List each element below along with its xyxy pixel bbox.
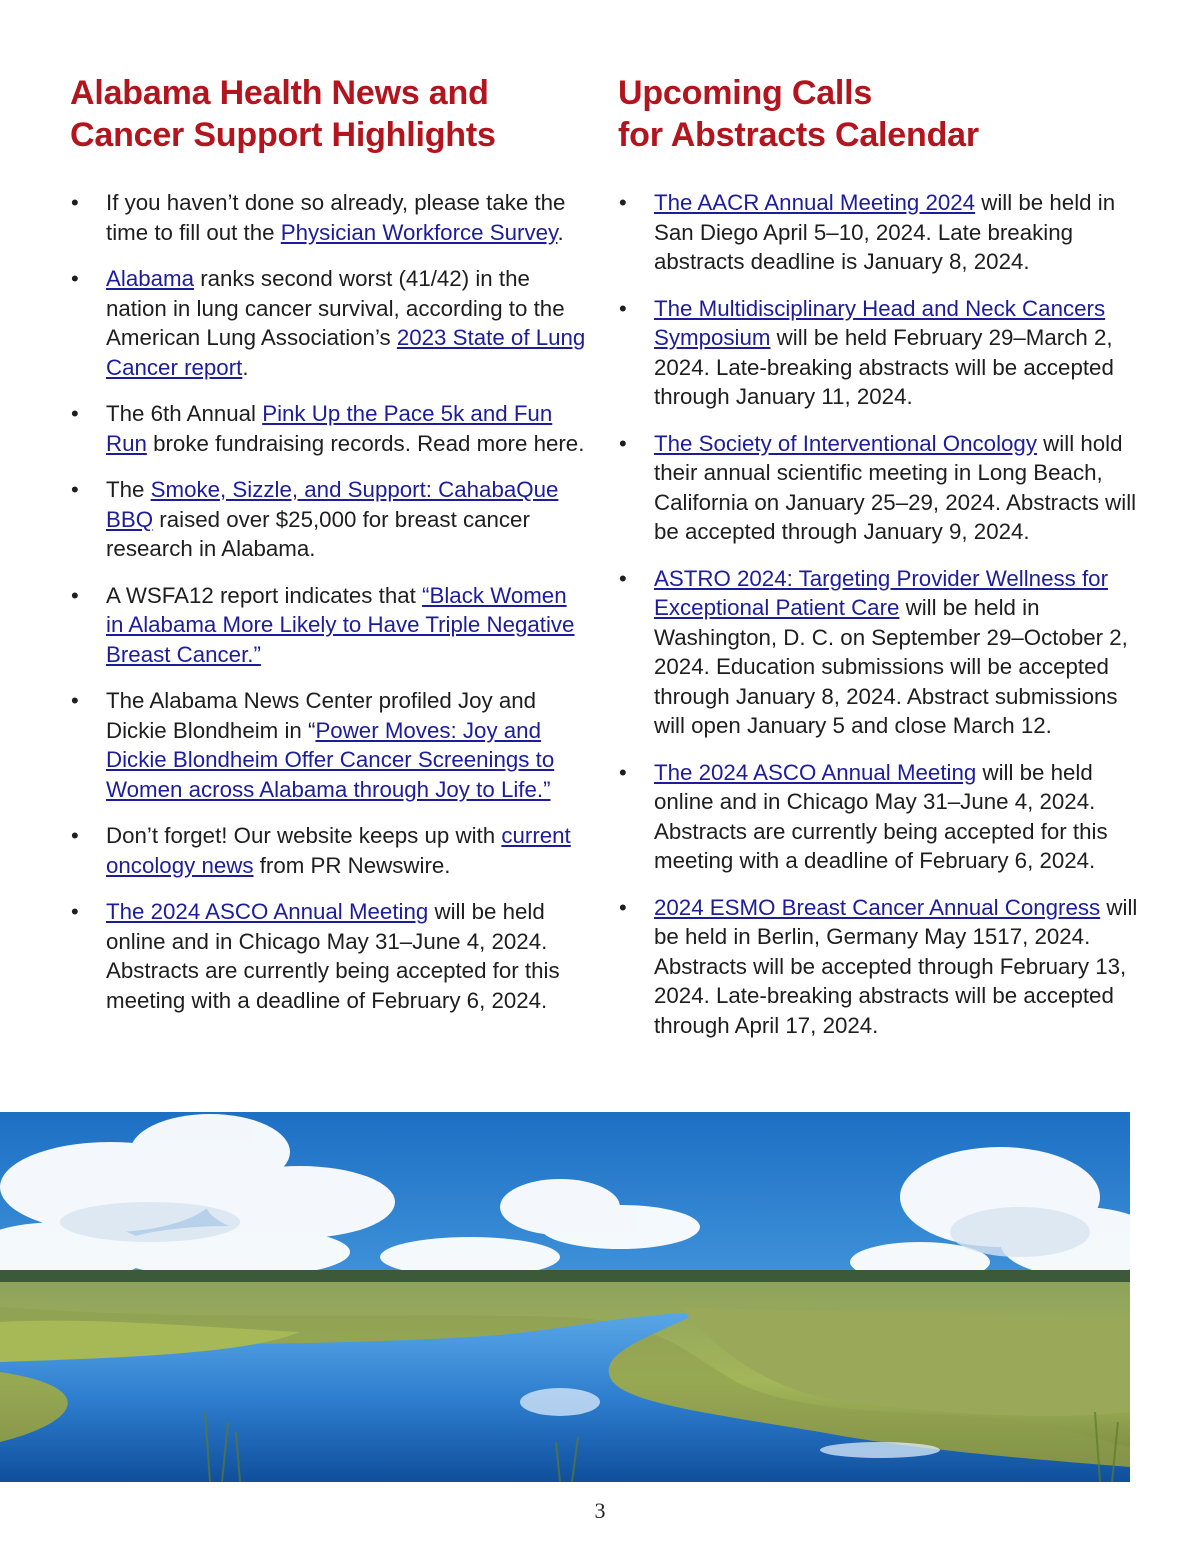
item-link[interactable]: 2023 State of Lung Cancer report — [106, 325, 586, 380]
item-text: will be held online and in Chicago May 31–June 4, 2024. Abstracts are currently being accepted for this meeting with a deadline of February 6, 2024. — [106, 899, 560, 1013]
list-item — [70, 897, 590, 1015]
item-text: will be held online and in Chicago May 31–June 4, 2024. Abstracts are currently being accepted for this meeting with a deadline of February 6, 2024. — [654, 759, 1108, 873]
list-item — [70, 399, 590, 458]
list-item — [70, 581, 590, 670]
left-heading-line1: Alabama Health News and — [70, 74, 489, 112]
list-item — [618, 429, 1138, 547]
item-link[interactable]: Alabama — [106, 266, 195, 291]
list-item — [70, 188, 590, 247]
right-column — [618, 72, 1138, 1057]
list-item — [70, 475, 590, 564]
item-link[interactable]: The 2024 ASCO Annual Meeting — [106, 899, 429, 924]
item-text: from PR Newswire. — [253, 852, 451, 878]
item-link[interactable]: Power Moves: Joy and Dickie Blondheim Offer Cancer Screenings to Women across Alabama through Joy to Life.” — [106, 717, 555, 802]
right-heading — [618, 72, 1138, 156]
list-item — [70, 264, 590, 382]
item-link[interactable]: ASTRO 2024: Targeting Provider Wellness for Exceptional Patient Care — [654, 565, 1108, 620]
item-text: will be held February 29–March 2, 2024. Late-breaking abstracts will be accepted through January 11, 2024. — [654, 325, 1114, 409]
item-text: . — [242, 354, 249, 380]
item-text: The Alabama News Center profiled Joy and Dickie Blondheim in “ — [106, 688, 537, 743]
item-link[interactable]: The 2024 ASCO Annual Meeting — [654, 759, 977, 785]
item-text: Don’t forget! Our website keeps up with — [106, 823, 502, 848]
item-link[interactable]: Smoke, Sizzle, and Support: CahabaQue BBQ — [106, 477, 559, 532]
list-item — [618, 294, 1138, 412]
item-text: broke fundraising records. Read more here. — [146, 430, 585, 456]
list-item — [618, 893, 1138, 1041]
wetland-landscape-photo — [0, 1112, 1130, 1482]
item-text: ranks second worst (41/42) in the nation in lung cancer survival, according to the American Lung Association’s — [106, 266, 565, 350]
list-item — [70, 821, 590, 880]
right-heading-line2: for Abstracts Calendar — [618, 116, 979, 154]
left-heading-line2: Cancer Support Highlights — [70, 116, 496, 154]
item-link[interactable]: 2024 ESMO Breast Cancer Annual Congress — [654, 894, 1101, 920]
item-text: will hold their annual scientific meeting in Long Beach, California on January 25–29, 2024. Abstracts will be accepted through January 9, 2024. — [654, 430, 1137, 544]
item-text: The — [106, 477, 151, 502]
item-link[interactable]: The AACR Annual Meeting 2024 — [654, 190, 976, 215]
item-text: A WSFA12 report indicates that — [106, 582, 423, 608]
list-item — [618, 564, 1138, 741]
item-text: will be held in Washington, D. C. on September 29–October 2, 2024. Education submissions will be accepted through January 8, 2024. Abstract submissions will open January 5 and close March 12. — [654, 595, 1128, 738]
item-text: will be held in Berlin, Germany May 1517, 2024. Abstracts will be accepted through February 13, 2024. Late-breaking abstracts will be accepted through April 17, 2024. — [654, 894, 1138, 1038]
item-text: The 6th Annual — [106, 401, 263, 426]
item-text: raised over $25,000 for breast cancer research in Alabama. — [106, 506, 530, 561]
item-text: . — [557, 219, 564, 245]
left-heading — [70, 72, 590, 156]
list-item — [618, 758, 1138, 876]
list-item — [70, 686, 590, 804]
item-text: If you haven’t done so already, please take the time to fill out the — [106, 190, 566, 245]
item-text: will be held in San Diego April 5–10, 2024. Late breaking abstracts deadline is January 8, 2024. — [654, 190, 1116, 274]
left-column — [70, 72, 590, 1032]
right-heading-line1: Upcoming Calls — [618, 74, 873, 112]
news-highlights-list — [70, 188, 590, 1015]
item-link[interactable]: The Society of Interventional Oncology — [654, 430, 1037, 456]
abstracts-calendar-list — [618, 188, 1138, 1040]
item-link[interactable]: current oncology news — [106, 823, 571, 878]
list-item — [618, 188, 1138, 277]
page-number: 3 — [594, 1498, 606, 1523]
item-link[interactable]: Physician Workforce Survey — [280, 219, 558, 245]
item-link[interactable]: The Multidisciplinary Head and Neck Cancers Symposium — [654, 295, 1106, 350]
item-link[interactable]: “Black Women in Alabama More Likely to Have Triple Negative Breast Cancer.” — [106, 582, 575, 667]
item-link[interactable]: Pink Up the Pace 5k and Fun Run — [106, 401, 553, 456]
